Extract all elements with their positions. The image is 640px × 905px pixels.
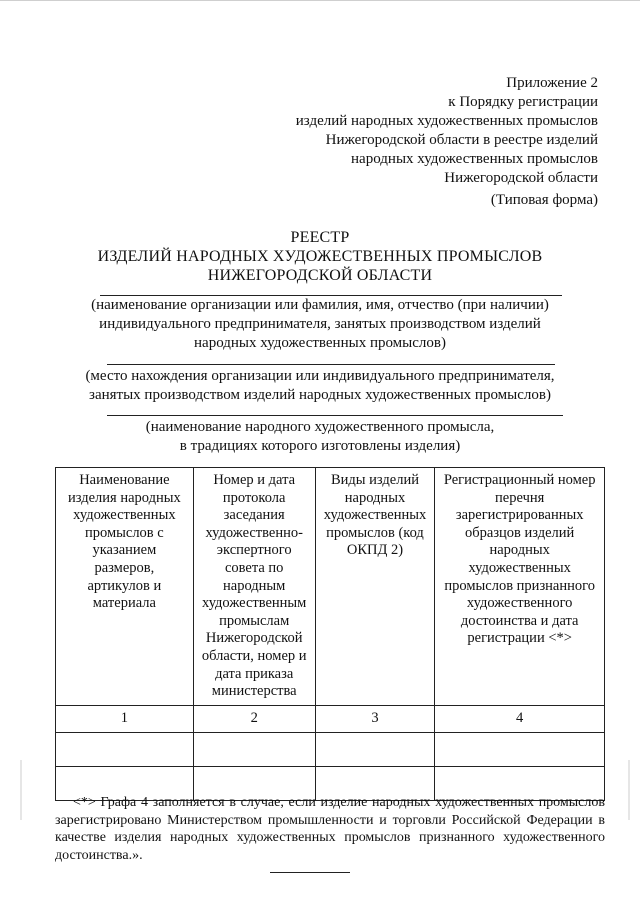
page-top-border — [0, 0, 640, 1]
table-row — [56, 732, 605, 766]
craft-caption — [60, 418, 580, 456]
table-row-column-numbers — [56, 705, 605, 732]
column-number: 1 — [56, 705, 194, 732]
table-cell — [435, 732, 605, 766]
appendix-line: изделий народных художественных промыслов — [295, 113, 598, 129]
title-line: НИЖЕГОРОДСКОЙ ОБЛАСТИ — [207, 267, 433, 284]
document-title — [0, 228, 640, 285]
header-cell-item-name: Наименование изделия народных художественных промыслов с указанием размеров, артикулов и материала — [56, 468, 194, 706]
appendix-heading — [296, 74, 598, 188]
caption-line: в традициях которого изготовлены изделия) — [179, 438, 461, 454]
caption-line: индивидуального предпринимателя, занятых производством изделий — [99, 316, 541, 332]
organization-caption — [60, 296, 580, 353]
table-cell — [56, 732, 194, 766]
column-number: 3 — [315, 705, 435, 732]
footnote-text: <*> Графа 4 заполняется в случае, если изделие народных художественных промыслов зарегистрировано Министерством промышленности и торговли Российской Федерации в качестве изделия народных художественных промыслов признанного художественного достоинства.». — [55, 795, 605, 863]
appendix-line: к Порядку регистрации — [448, 94, 598, 110]
column-number: 4 — [435, 705, 605, 732]
header-cell-registration-number: Регистрационный номер перечня зарегистрированных образцов изделий народных художественных промыслов признанного художественного достоинства и дата регистрации <*> — [435, 468, 605, 706]
appendix-line: Приложение 2 — [506, 75, 598, 91]
location-caption — [60, 367, 580, 405]
column-number: 2 — [193, 705, 315, 732]
appendix-line: Нижегородской области — [444, 170, 598, 186]
craft-fill-line — [107, 415, 563, 416]
form-type-label: (Типовая форма) — [490, 192, 598, 208]
caption-line: народных художественных промыслов) — [194, 335, 446, 351]
caption-line: занятых производством изделий народных художественных промыслов) — [89, 387, 551, 403]
caption-line: (наименование народного художественного промысла, — [145, 419, 495, 435]
header-cell-item-types: Виды изделий народных художественных промыслов (код ОКПД 2) — [315, 468, 435, 706]
appendix-line: Нижегородской области в реестре изделий — [325, 132, 598, 148]
table-cell — [193, 732, 315, 766]
title-line: ИЗДЕЛИЙ НАРОДНЫХ ХУДОЖЕСТВЕННЫХ ПРОМЫСЛОВ — [97, 248, 543, 265]
appendix-line: народных художественных промыслов — [351, 151, 598, 167]
scan-edge-right — [628, 760, 630, 820]
caption-line: (место нахождения организации или индивидуального предпринимателя, — [85, 368, 555, 384]
title-line: РЕЕСТР — [290, 229, 350, 246]
scan-edge-left — [20, 760, 22, 820]
end-separator-line — [270, 872, 350, 873]
table-cell — [315, 732, 435, 766]
header-cell-protocol: Номер и дата протокола заседания художественно-экспертного совета по народным художественным промыслам Нижегородской области, номер и дата приказа министерства — [193, 468, 315, 706]
location-fill-line — [107, 364, 555, 365]
footnote — [55, 794, 605, 864]
registry-table — [55, 467, 605, 801]
caption-line: (наименование организации или фамилия, имя, отчество (при наличии) — [91, 297, 549, 313]
table-header-row — [56, 468, 605, 706]
